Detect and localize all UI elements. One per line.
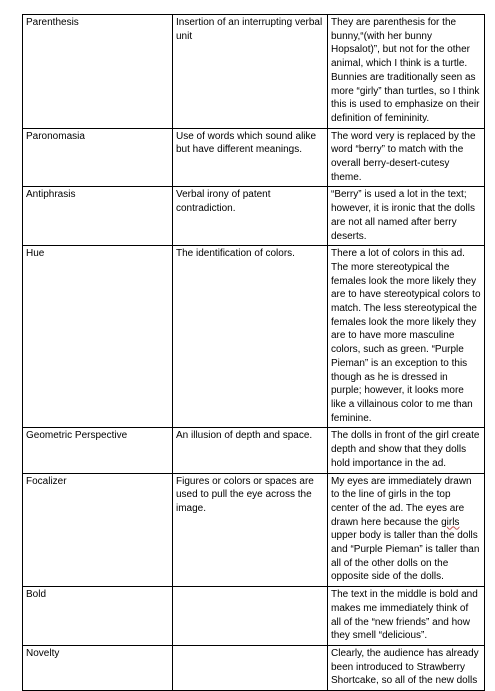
table-row <box>23 473 485 587</box>
rhetoric-table <box>22 14 485 691</box>
term-cell: Geometric Perspective <box>23 428 173 473</box>
analysis-text: upper body is taller than the dolls and “Purple Pieman” is taller than all of the other dolls on the opposite side of the dolls. <box>331 530 480 583</box>
term-cell: Hue <box>23 246 173 428</box>
table-row <box>23 187 485 246</box>
analysis-cell: “Berry” is used a lot in the text; however, it is ironic that the dolls are not all named after berry deserts. <box>328 187 485 246</box>
table-row <box>23 428 485 473</box>
definition-cell: An illusion of depth and space. <box>173 428 328 473</box>
table-row <box>23 128 485 187</box>
definition-cell: Verbal irony of patent contradiction. <box>173 187 328 246</box>
analysis-text: My eyes are immediately drawn to the line of girls in the top center of the ad. The eyes are drawn here because the <box>331 475 472 528</box>
term-cell: Novelty <box>23 645 173 690</box>
analysis-cell: The word very is replaced by the word “berry” to match with the overall berry-desert-cutesy theme. <box>328 128 485 187</box>
spellcheck-underlined-word: girls <box>441 516 460 528</box>
analysis-cell: The text in the middle is bold and makes me immediately think of all of the “new friends” and how they smell “delicious”. <box>328 587 485 646</box>
analysis-cell: Clearly, the audience has already been introduced to Strawberry Shortcake, so all of the new dolls <box>328 645 485 690</box>
term-cell: Paronomasia <box>23 128 173 187</box>
term-cell: Focalizer <box>23 473 173 587</box>
definition-cell <box>173 587 328 646</box>
analysis-cell <box>328 473 485 587</box>
definition-cell: Use of words which sound alike but have different meanings. <box>173 128 328 187</box>
table-row <box>23 15 485 129</box>
term-cell: Bold <box>23 587 173 646</box>
analysis-cell: The dolls in front of the girl create depth and show that they dolls hold importance in the ad. <box>328 428 485 473</box>
table-row <box>23 246 485 428</box>
table-row <box>23 587 485 646</box>
term-cell: Parenthesis <box>23 15 173 129</box>
definition-cell <box>173 645 328 690</box>
definition-cell: Figures or colors or spaces are used to pull the eye across the image. <box>173 473 328 587</box>
term-cell: Antiphrasis <box>23 187 173 246</box>
definition-cell: Insertion of an interrupting verbal unit <box>173 15 328 129</box>
analysis-cell: There a lot of colors in this ad. The more stereotypical the females look the more likely they are to have stereotypical colors to match. The less stereotypical the females look the more likely they are to have more masculine colors, such as green. “Purple Pieman” is an exception to this though as he is dressed in purple; however, it looks more like a villainous color to me than feminine. <box>328 246 485 428</box>
definition-cell: The identification of colors. <box>173 246 328 428</box>
table-row <box>23 645 485 690</box>
analysis-cell: They are parenthesis for the bunny,“(with her bunny Hopsalot)”, but not for the other animal, which I think is a turtle. Bunnies are traditionally seen as more “girly” than turtles, so I think this is used to emphasize on their definition of femininity. <box>328 15 485 129</box>
